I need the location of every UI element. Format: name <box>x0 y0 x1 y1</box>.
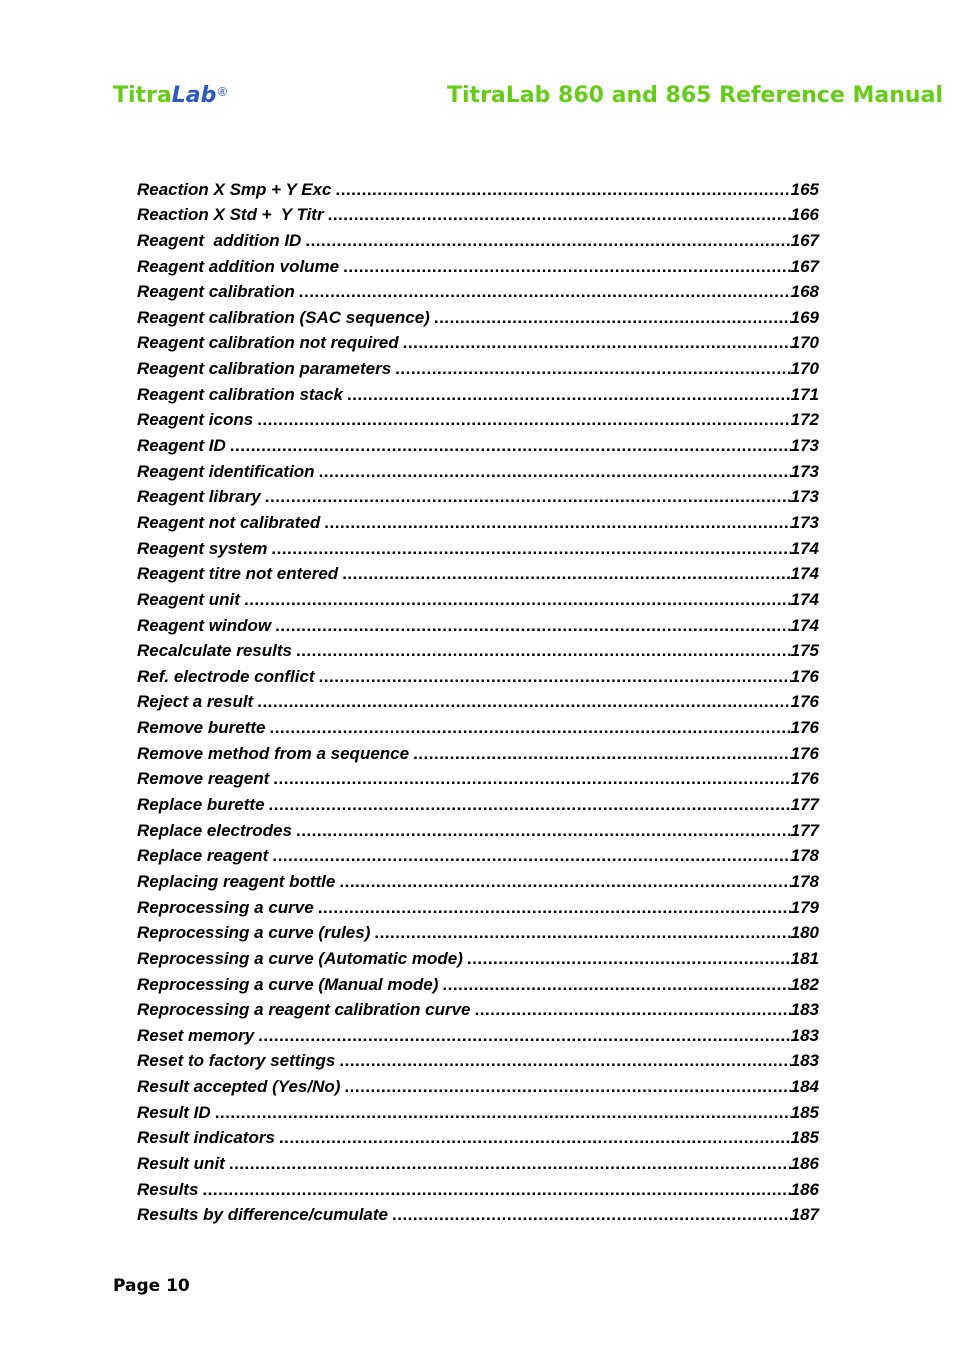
dot-leader <box>299 282 791 302</box>
index-entry <box>137 405 819 431</box>
dot-leader <box>343 257 790 277</box>
index-entry <box>137 302 819 328</box>
index-entry-text: Reset memory <box>137 1025 255 1045</box>
index-page-number: 167 <box>790 256 819 276</box>
index-entry-text: Reagent window <box>137 615 272 635</box>
index-page-number: 176 <box>790 769 819 789</box>
index-entry-text: Reset to factory settings <box>137 1051 336 1071</box>
index-entry <box>137 225 819 251</box>
index-page-number: 174 <box>790 564 819 584</box>
index-entry-text: Result accepted (Yes/No) <box>137 1077 341 1097</box>
dot-leader <box>273 769 790 789</box>
dot-leader <box>258 1026 790 1046</box>
index-entry <box>137 738 819 764</box>
index-entry <box>137 430 819 456</box>
index-page-number: 173 <box>790 487 819 507</box>
index-list <box>137 174 819 1225</box>
index-entry <box>137 943 819 969</box>
index-entry-text: Reagent calibration stack <box>137 384 343 404</box>
index-page-number: 185 <box>790 1128 819 1148</box>
index-entry-text: Reprocessing a curve <box>137 897 314 917</box>
dot-leader <box>392 1205 791 1225</box>
index-entry <box>137 841 819 867</box>
index-entry <box>137 277 819 303</box>
index-page-number: 166 <box>790 205 819 225</box>
index-entry-text: Recalculate results <box>137 641 292 661</box>
index-page-number: 179 <box>790 897 819 917</box>
index-page-number: 186 <box>790 1153 819 1173</box>
index-entry <box>137 533 819 559</box>
dot-leader <box>230 436 791 456</box>
index-entry <box>137 1174 819 1200</box>
index-entry <box>137 584 819 610</box>
document-title: TitraLab 860 and 865 Reference Manual <box>447 83 943 108</box>
index-entry <box>137 1148 819 1174</box>
index-page-number: 183 <box>790 1000 819 1020</box>
dot-leader <box>347 385 791 405</box>
index-entry-text: Replace reagent <box>137 846 269 866</box>
dot-leader <box>434 308 791 328</box>
dot-leader <box>403 333 791 353</box>
index-entry-text: Replace burette <box>137 795 265 815</box>
index-page-number: 176 <box>790 692 819 712</box>
index-entry-text: Reprocessing a curve (rules) <box>137 923 371 943</box>
dot-leader <box>271 539 790 559</box>
index-entry <box>137 892 819 918</box>
index-page-number: 171 <box>790 384 819 404</box>
index-entry <box>137 687 819 713</box>
index-entry <box>137 507 819 533</box>
index-entry <box>137 636 819 662</box>
index-entry <box>137 1020 819 1046</box>
dot-leader <box>413 744 791 764</box>
dot-leader <box>269 795 791 815</box>
index-entry-text: Reject a result <box>137 692 254 712</box>
index-entry-text: Reprocessing a curve (Manual mode) <box>137 974 439 994</box>
dot-leader <box>324 513 790 533</box>
dot-leader <box>336 180 791 200</box>
index-page-number: 173 <box>790 512 819 532</box>
dot-leader <box>296 641 791 661</box>
index-page-number: 181 <box>790 948 819 968</box>
index-page-number: 176 <box>790 666 819 686</box>
index-entry-text: Reaction X Std + Y Titr <box>137 205 324 225</box>
dot-leader <box>344 1077 790 1097</box>
index-entry-text: Reagent identification <box>137 461 315 481</box>
dot-leader <box>319 667 791 687</box>
logo-prefix: Titra <box>113 83 172 108</box>
index-page-number: 178 <box>790 871 819 891</box>
index-entry <box>137 1123 819 1149</box>
index-entry-text: Reagent titre not entered <box>137 564 339 584</box>
index-page-number: 172 <box>790 410 819 430</box>
index-entry-text: Reagent addition ID <box>137 230 302 250</box>
dot-leader <box>305 231 790 251</box>
dot-leader <box>244 590 791 610</box>
dot-leader <box>374 923 790 943</box>
index-entry <box>137 174 819 200</box>
index-page-number: 180 <box>790 923 819 943</box>
index-entry-text: Remove burette <box>137 718 266 738</box>
index-page-number: 187 <box>790 1205 819 1225</box>
dot-leader <box>202 1180 790 1200</box>
index-page-number: 184 <box>790 1077 819 1097</box>
index-page-number: 165 <box>790 179 819 199</box>
dot-leader <box>229 1154 791 1174</box>
index-page-number: 185 <box>790 1102 819 1122</box>
index-page-number: 182 <box>790 974 819 994</box>
dot-leader <box>442 975 790 995</box>
index-entry-text: Result ID <box>137 1102 211 1122</box>
index-entry <box>137 1097 819 1123</box>
index-entry <box>137 251 819 277</box>
index-entry-text: Reprocessing a reagent calibration curve <box>137 1000 471 1020</box>
index-page-number: 173 <box>790 461 819 481</box>
index-entry-text: Result unit <box>137 1153 225 1173</box>
dot-leader <box>342 564 790 584</box>
dot-leader <box>467 949 791 969</box>
index-entry <box>137 661 819 687</box>
index-entry-text: Reagent library <box>137 487 261 507</box>
index-entry <box>137 353 819 379</box>
index-page-number: 174 <box>790 538 819 558</box>
index-entry-text: Reaction X Smp + Y Exc <box>137 179 332 199</box>
index-entry <box>137 1071 819 1097</box>
dot-leader <box>339 872 790 892</box>
index-entry <box>137 995 819 1021</box>
index-page-number: 174 <box>790 615 819 635</box>
index-entry-text: Reagent ID <box>137 436 226 456</box>
index-entry-text: Replace electrodes <box>137 820 292 840</box>
index-entry <box>137 456 819 482</box>
index-entry-text: Reagent calibration <box>137 282 295 302</box>
index-entry <box>137 1046 819 1072</box>
index-entry <box>137 482 819 508</box>
index-entry <box>137 764 819 790</box>
index-page-number: 177 <box>790 795 819 815</box>
index-entry <box>137 1200 819 1226</box>
index-page-number: 170 <box>790 333 819 353</box>
index-page-number: 174 <box>790 589 819 609</box>
registered-mark: ® <box>216 85 229 99</box>
index-entry <box>137 866 819 892</box>
index-page-number: 169 <box>790 307 819 327</box>
dot-leader <box>296 821 791 841</box>
index-entry <box>137 789 819 815</box>
index-entry-text: Reagent icons <box>137 410 254 430</box>
index-entry-text: Replacing reagent bottle <box>137 871 336 891</box>
dot-leader <box>275 616 791 636</box>
index-page-number: 168 <box>790 282 819 302</box>
index-entry-text: Result indicators <box>137 1128 275 1148</box>
logo-suffix: Lab <box>171 83 217 108</box>
index-entry-text: Reagent addition volume <box>137 256 340 276</box>
dot-leader <box>269 718 790 738</box>
dot-leader <box>395 359 790 379</box>
dot-leader <box>339 1051 790 1071</box>
dot-leader <box>318 898 791 918</box>
page-number: Page 10 <box>113 1276 190 1296</box>
index-entry <box>137 969 819 995</box>
index-entry <box>137 712 819 738</box>
dot-leader <box>257 692 790 712</box>
index-entry-text: Ref. electrode conflict <box>137 666 315 686</box>
dot-leader <box>257 410 790 430</box>
index-page-number: 170 <box>790 359 819 379</box>
index-page-number: 186 <box>790 1179 819 1199</box>
dot-leader <box>475 1000 791 1020</box>
dot-leader <box>265 487 791 507</box>
index-entry-text: Remove method from a sequence <box>137 743 410 763</box>
index-entry <box>137 610 819 636</box>
index-entry-text: Results by difference/cumulate <box>137 1205 388 1225</box>
index-entry <box>137 559 819 585</box>
dot-leader <box>319 462 791 482</box>
index-entry <box>137 918 819 944</box>
dot-leader <box>272 846 790 866</box>
index-entry-text: Results <box>137 1179 199 1199</box>
index-entry-text: Reagent calibration parameters <box>137 359 392 379</box>
index-page-number: 176 <box>790 718 819 738</box>
index-page-number: 177 <box>790 820 819 840</box>
index-page-number: 183 <box>790 1025 819 1045</box>
brand-logo <box>113 83 228 108</box>
index-page-number: 175 <box>790 641 819 661</box>
index-page-number: 178 <box>790 846 819 866</box>
dot-leader <box>328 205 791 225</box>
index-entry <box>137 815 819 841</box>
index-entry-text: Reagent system <box>137 538 268 558</box>
index-page-number: 183 <box>790 1051 819 1071</box>
index-entry <box>137 379 819 405</box>
index-page-number: 173 <box>790 436 819 456</box>
index-entry-text: Remove reagent <box>137 769 270 789</box>
index-entry-text: Reagent calibration (SAC sequence) <box>137 307 430 327</box>
index-page-number: 176 <box>790 743 819 763</box>
dot-leader <box>279 1128 791 1148</box>
index-entry-text: Reagent calibration not required <box>137 333 399 353</box>
index-entry <box>137 200 819 226</box>
index-page-number: 167 <box>790 230 819 250</box>
dot-leader <box>215 1103 791 1123</box>
index-entry <box>137 328 819 354</box>
index-entry-text: Reagent unit <box>137 589 240 609</box>
index-entry-text: Reagent not calibrated <box>137 512 321 532</box>
index-entry-text: Reprocessing a curve (Automatic mode) <box>137 948 463 968</box>
